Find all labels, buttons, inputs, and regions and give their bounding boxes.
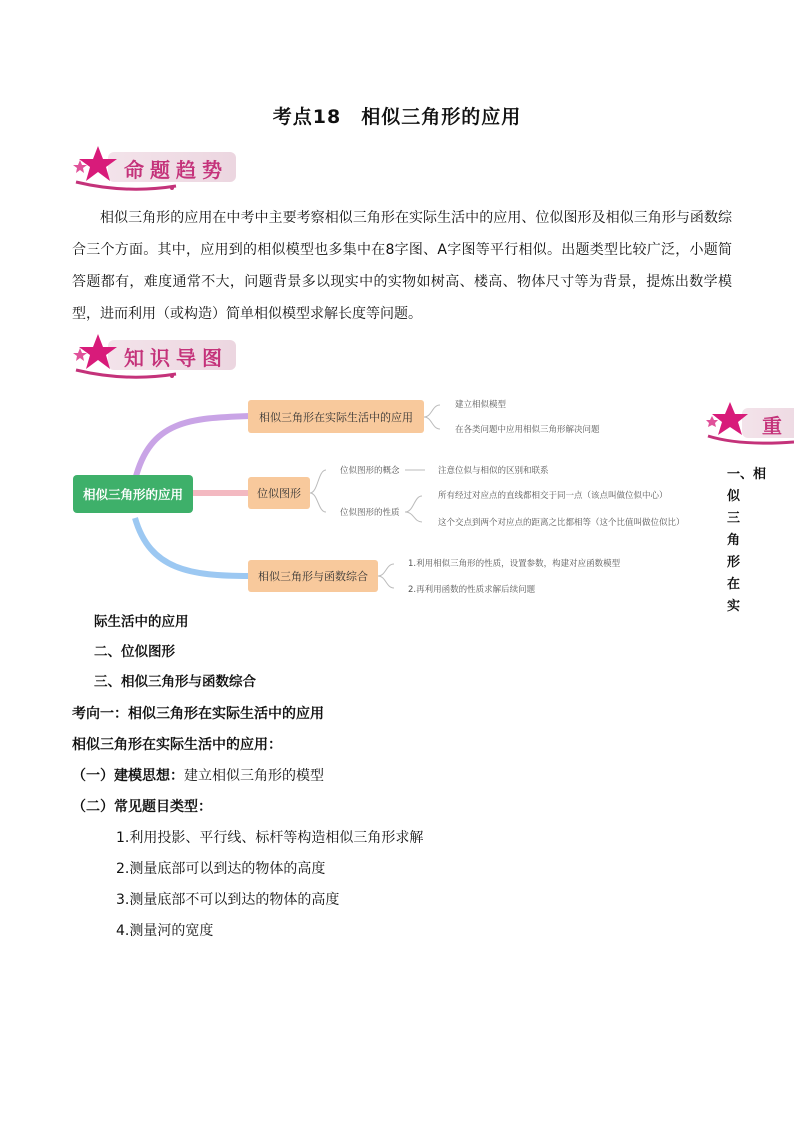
vertical-char: 形	[727, 555, 741, 570]
leaf-text: 在各类问题中应用相似三角形解决问题	[455, 425, 600, 435]
section-heading: 考向一：相似三角形在实际生活中的应用	[72, 706, 324, 722]
sub-text: 位似图形的概念	[340, 466, 400, 476]
outline-item-1-cont: 际生活中的应用	[94, 614, 189, 630]
intro-paragraph: 相似三角形的应用在中考中主要考察相似三角形在实际生活中的应用、位似图形及相似三角形与函数综合三个方面。其中，应用到的相似模型也多集中在8字图、A字图等平行相似。出题类型比较广泛，小题简答题都有，难度通常不大，问题背景多以现实中的实物如树高、楼高、物体尺寸等为背景，提炼出数学模型，进而利用（或构造）简单相似模型求解长度等问题。	[72, 210, 732, 322]
leaf-text: 所有经过对应点的直线都相交于同一点（该点叫做位似中心）	[438, 491, 668, 501]
vertical-char: 三	[727, 511, 741, 526]
banner-trend-label: 命题趋势	[124, 158, 228, 182]
leaf-text: 注意位似与相似的区别和联系	[438, 466, 549, 476]
banner-key-label: 重	[762, 414, 782, 438]
type-item: 4.测量河的宽度	[116, 923, 214, 939]
modeling-label: （一）建模思想：	[72, 768, 184, 784]
type-item: 1.利用投影、平行线、标杆等构造相似三角形求解	[116, 830, 424, 846]
type-item: 2.测量底部可以到达的物体的高度	[116, 861, 326, 877]
modeling-line	[72, 765, 324, 785]
section-subheading: 相似三角形在实际生活中的应用：	[72, 737, 282, 753]
outline-item-2: 二、位似图形	[94, 644, 175, 660]
vertical-line-1: 一、相	[727, 467, 767, 482]
leaf-text: 1.利用相似三角形的性质，设置参数，构建对应函数模型	[408, 559, 621, 569]
modeling-text: 建立相似三角形的模型	[184, 768, 324, 784]
leaf-text: 建立相似模型	[455, 400, 507, 410]
banner-map	[66, 330, 246, 382]
vertical-char: 在	[727, 577, 741, 592]
outline-item-3: 三、相似三角形与函数综合	[94, 674, 256, 690]
mind-map	[0, 380, 720, 610]
connector-blue	[135, 518, 250, 576]
vertical-char: 实	[727, 599, 741, 614]
branch-label-3: 相似三角形与函数综合	[258, 570, 368, 583]
branch-label-2: 位似图形	[257, 487, 301, 500]
branch-label-1: 相似三角形在实际生活中的应用	[259, 411, 413, 424]
vertical-char: 似	[727, 489, 741, 504]
leaf-text: 2.再利用函数的性质求解后续问题	[408, 585, 536, 595]
types-label: （二）常见题目类型：	[72, 799, 212, 815]
banner-trend	[66, 142, 246, 194]
leaf-text: 这个交点到两个对应点的距离之比都相等（这个比值叫做位似比）	[438, 518, 685, 528]
banner-key	[700, 398, 794, 446]
connector-purple	[135, 416, 250, 480]
page-title: 考点18 相似三角形的应用	[272, 106, 522, 128]
type-item: 3.测量底部不可以到达的物体的高度	[116, 892, 340, 908]
vertical-char: 角	[727, 533, 741, 548]
banner-map-label: 知识导图	[124, 346, 228, 370]
root-label: 相似三角形的应用	[82, 487, 184, 502]
sub-text: 位似图形的性质	[340, 508, 400, 518]
